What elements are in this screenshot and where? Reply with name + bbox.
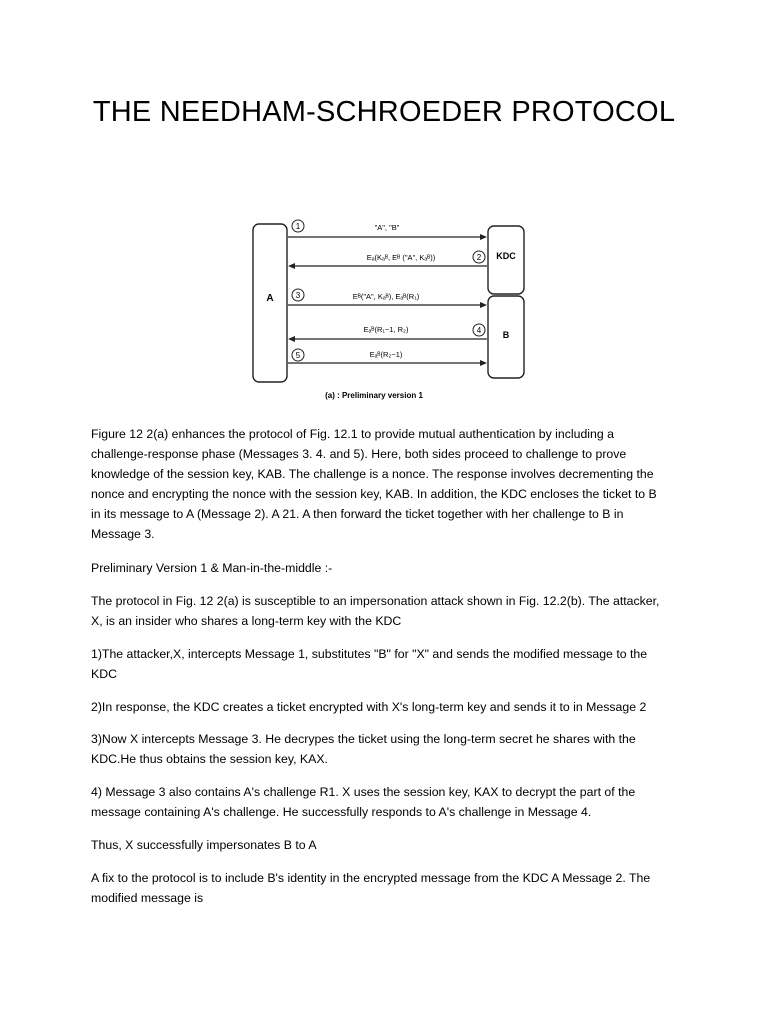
text-line: KDC.He thus obtains the session key, KAX. bbox=[91, 752, 328, 766]
node-a-label: A bbox=[266, 293, 274, 304]
text-line: 4) Message 3 also contains A's challenge R1. X uses the session key, KAX to decrypt the part of the bbox=[91, 785, 636, 799]
msg2-label: Eₐ(Kₐᴮ, Eᴮ ("A", Kₐᴮ)) bbox=[366, 253, 436, 262]
text-line: Message 3. bbox=[91, 527, 155, 541]
text-line: nonce and encrypting the nonce with the session key, KAB. In addition, the KDC encloses the ticket to B bbox=[91, 487, 657, 501]
text-line: A fix to the protocol is to include B's identity in the encrypted message from the KDC A Message 2. The bbox=[91, 871, 651, 885]
node-kdc-label: KDC bbox=[496, 251, 516, 261]
paragraph-step-2 bbox=[91, 697, 683, 717]
text-line: Figure 12 2(a) enhances the protocol of Fig. 12.1 to provide mutual authentication by including a bbox=[91, 427, 614, 441]
text-line: modified message is bbox=[91, 891, 204, 905]
text-line: Preliminary Version 1 & Man-in-the-middle :- bbox=[91, 561, 333, 575]
msg4-label: Eₐᴮ(R₁−1, R₂) bbox=[363, 325, 409, 334]
paragraph-step-1 bbox=[91, 644, 683, 684]
paragraph-fix bbox=[91, 868, 683, 908]
text-line: 1)The attacker,X, intercepts Message 1, substitutes "B" for "X" and sends the modified message to the bbox=[91, 647, 648, 661]
step-number-4: 4 bbox=[476, 326, 482, 335]
text-line: message containing A's challenge. He successfully responds to A's challenge in Message 4. bbox=[91, 805, 592, 819]
msg3-label: Eᴮ("A", Kₐᴮ), Eₐᴮ(R₁) bbox=[352, 292, 420, 301]
node-b-label: B bbox=[502, 330, 510, 340]
paragraph-step-4 bbox=[91, 782, 683, 822]
text-line: challenge-response phase (Messages 3. 4. and 5). Here, both sides proceed to challenge to prove bbox=[91, 447, 627, 461]
text-line: X, is an insider who shares a long-term key with the KDC bbox=[91, 614, 402, 628]
text-line: knowledge of the session key, KAB. The challenge is a nonce. The response involves decrementing the bbox=[91, 467, 654, 481]
figure-caption: (a) : Preliminary version 1 bbox=[325, 391, 423, 400]
text-line: in its message to A (Message 2). A 21. A then forward the ticket together with her challenge to B in bbox=[91, 507, 624, 521]
text-line: 3)Now X intercepts Message 3. He decrypes the ticket using the long-term secret he shares with the bbox=[91, 732, 636, 746]
paragraph-attack-intro bbox=[91, 591, 683, 631]
arrowhead-msg1 bbox=[480, 234, 487, 240]
arrowhead-msg4 bbox=[288, 336, 295, 342]
msg5-label: Eₐᴮ(R₂−1) bbox=[369, 350, 403, 359]
arrowhead-msg2 bbox=[288, 263, 295, 269]
paragraph-conclusion bbox=[91, 835, 683, 855]
step-number-1: 1 bbox=[295, 222, 301, 231]
step-number-5: 5 bbox=[295, 351, 301, 360]
msg1-label: "A", "B" bbox=[374, 223, 400, 232]
page-title: THE NEEDHAM-SCHROEDER PROTOCOL bbox=[92, 96, 676, 128]
paragraph-step-3 bbox=[91, 729, 683, 769]
text-line: Thus, X successfully impersonates B to A bbox=[91, 838, 317, 852]
arrowhead-msg3 bbox=[480, 302, 487, 308]
paragraph-heading-mitm bbox=[91, 558, 683, 578]
protocol-diagram bbox=[236, 208, 536, 408]
text-line: KDC bbox=[91, 667, 117, 681]
text-line: The protocol in Fig. 12 2(a) is susceptible to an impersonation attack shown in Fig. 12.2(b). The attacker, bbox=[91, 594, 660, 608]
paragraph-intro bbox=[91, 424, 683, 544]
arrowhead-msg5 bbox=[480, 360, 487, 366]
step-number-3: 3 bbox=[295, 291, 301, 300]
text-line: 2)In response, the KDC creates a ticket encrypted with X's long-term key and sends it to in Message 2 bbox=[91, 700, 647, 714]
step-number-2: 2 bbox=[476, 253, 482, 262]
